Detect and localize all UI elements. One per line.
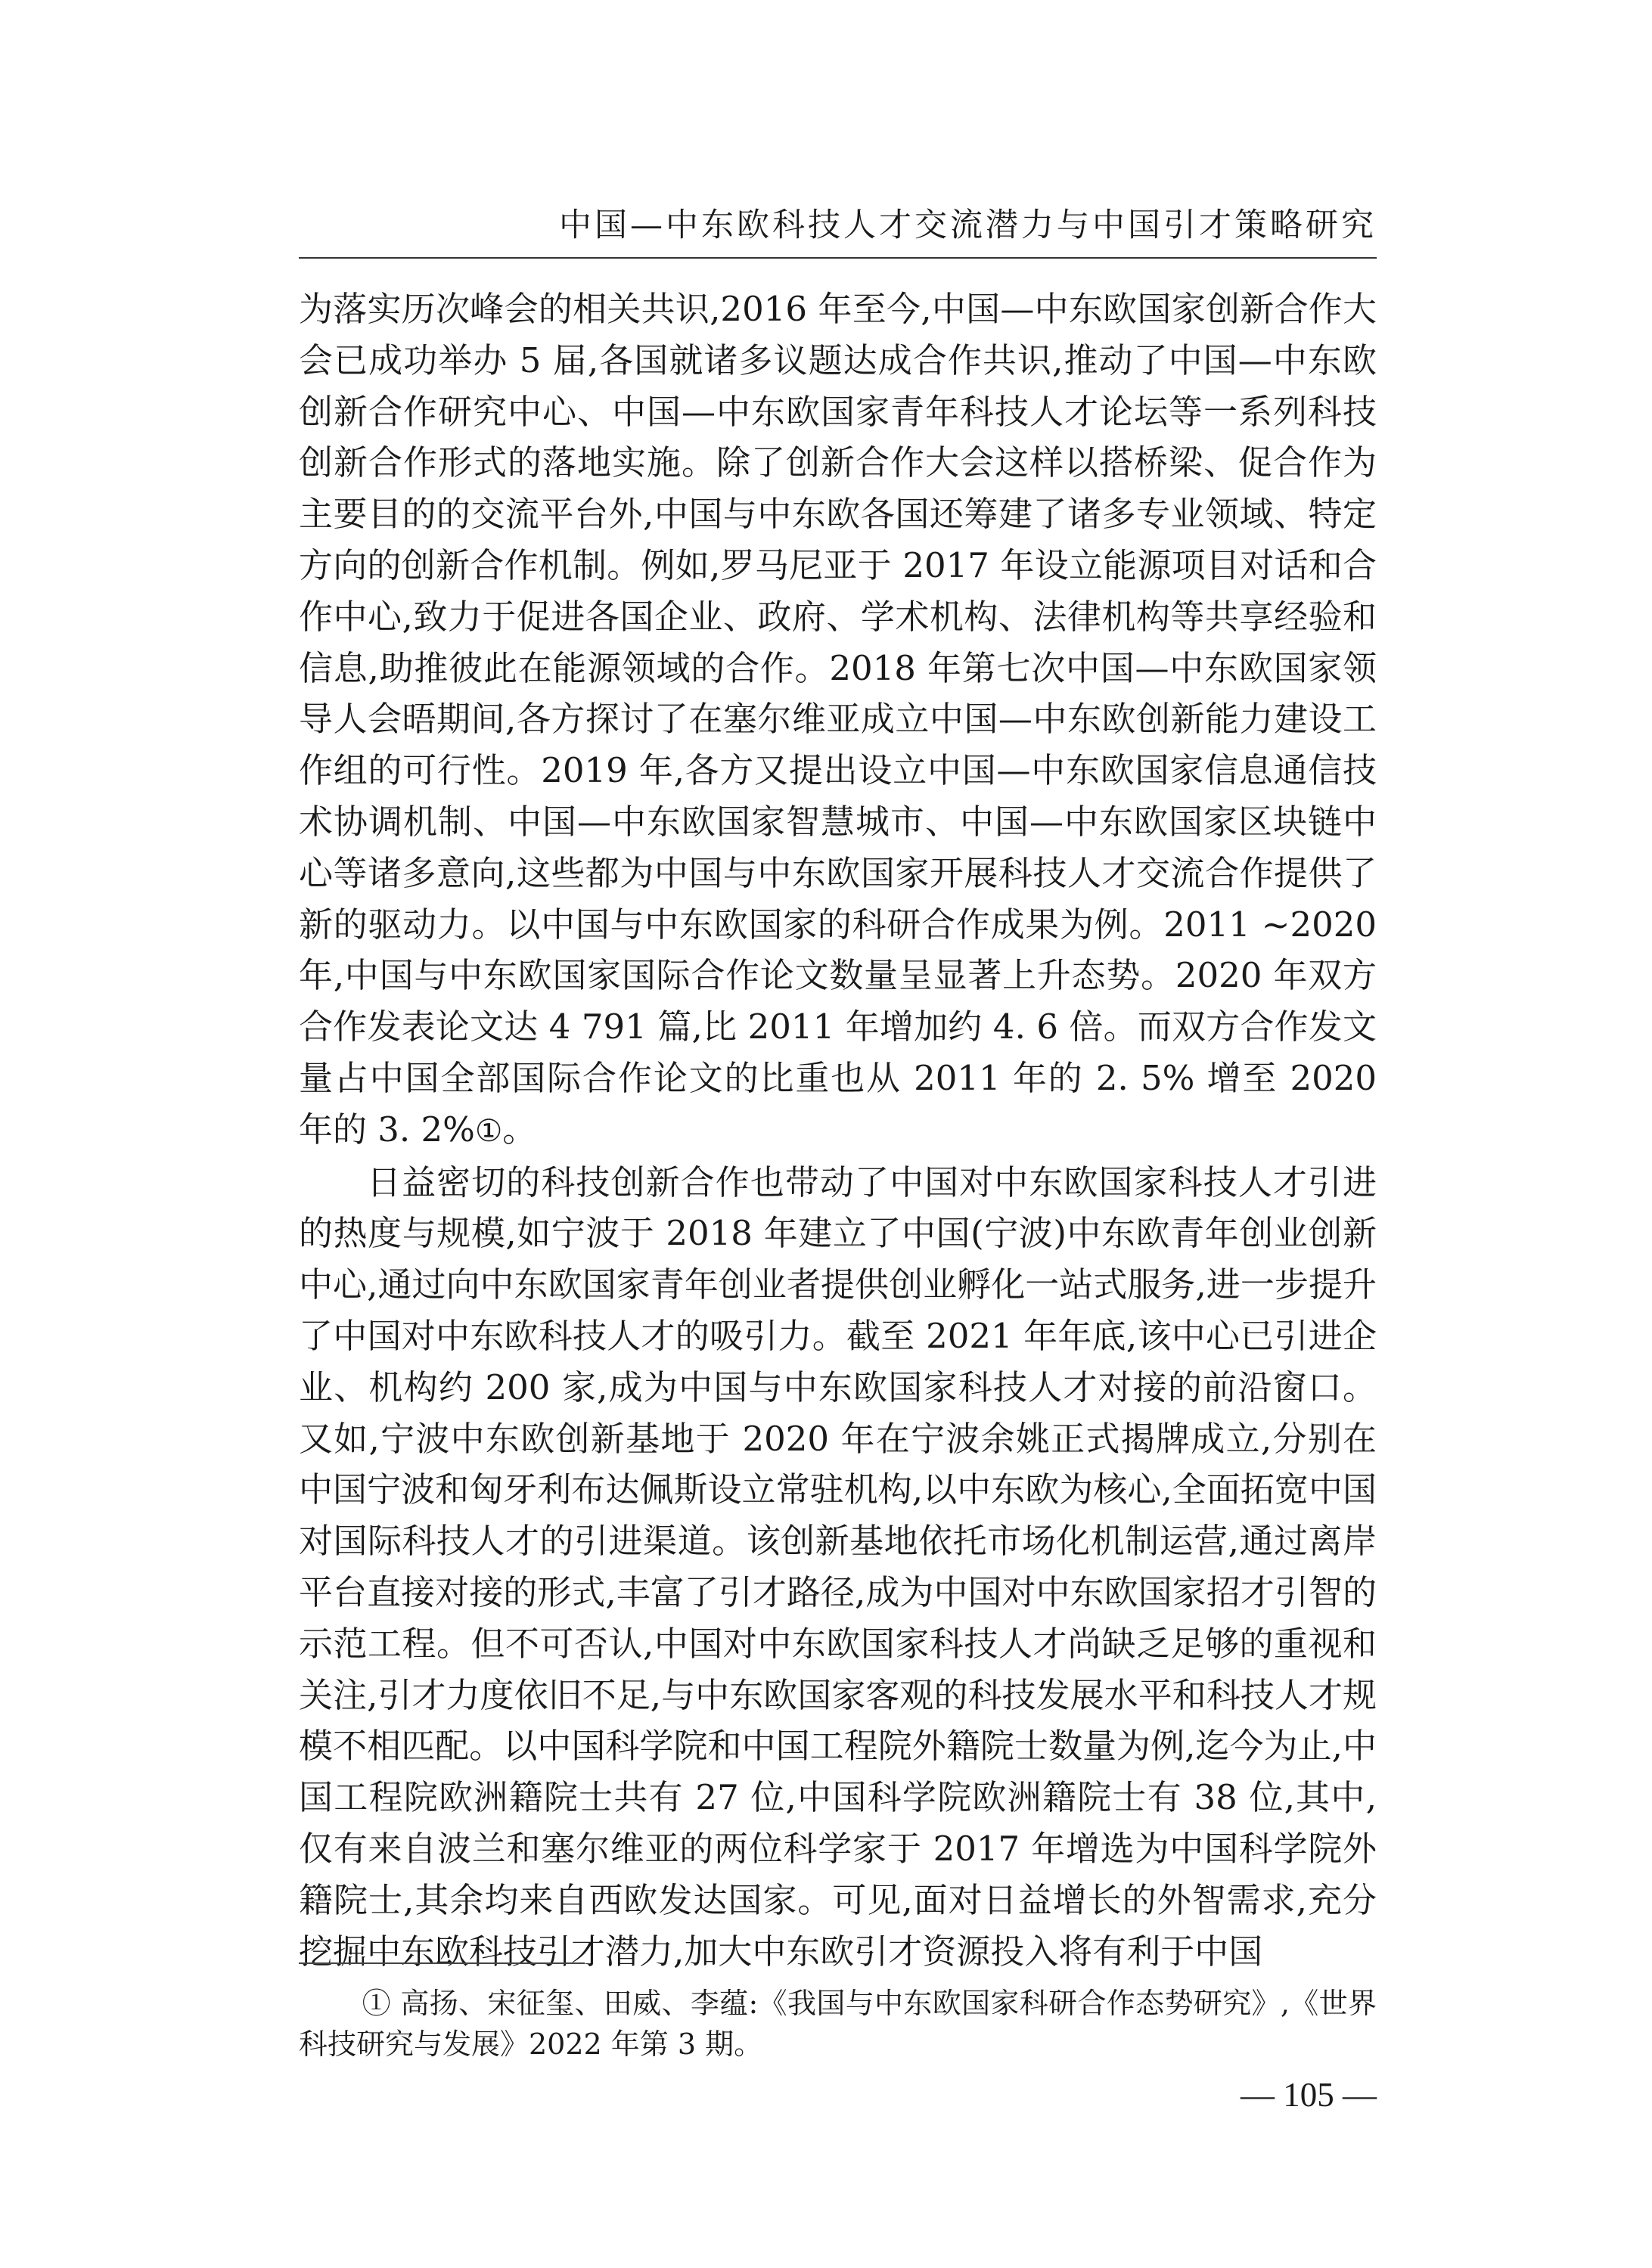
footnote: ① 高扬、宋征玺、田威、李蕴:《我国与中东欧国家科研合作态势研究》,《世界科技研究与发展》2022 年第 3 期。 (299, 1987, 1377, 2061)
paragraph-2: 日益密切的科技创新合作也带动了中国对中东欧国家科技人才引进的热度与规模,如宁波于 2018 年建立了中国(宁波)中东欧青年创业创新中心,通过向中东欧国家青年创业者提供创业孵化一站式服务,进一步提升了中国对中东欧科技人才的吸引力。截至 2021 年年底,该中心已引进企业、机构约 200 家,成为中国与中东欧国家科技人才对接的前沿窗口。又如,宁波中东欧创新基地于 2020 年在宁波余姚正式揭牌成立,分别在中国宁波和匈牙利布达佩斯设立常驻机构,以中东欧为核心,全面拓宽中国对国际科技人才的引进渠道。该创新基地依托市场化机制运营,通过离岸平台直接对接的形式,丰富了引才路径,成为中国对中东欧国家招才引智的示范工程。但不可否认,中国对中东欧国家科技人才尚缺乏足够的重视和关注,引才力度依旧不足,与中东欧国家客观的科技发展水平和科技人才规模不相匹配。以中国科学院和中国工程院外籍院士数量为例,迄今为止,中国工程院欧洲籍院士共有 27 位,中国科学院欧洲籍院士有 38 位,其中,仅有来自波兰和塞尔维亚的两位科学家于 2017 年增选为中国科学院外籍院士,其余均来自西欧发达国家。可见,面对日益增长的外智需求,充分挖掘中东欧科技引才潜力,加大中东欧引才资源投入将有利于中国 (299, 1162, 1377, 1972)
paragraph-1 (299, 284, 1377, 1157)
header-rule (299, 257, 1377, 259)
page-number: — 105 — (1241, 2076, 1377, 2114)
running-title: 中国—中东欧科技人才交流潜力与中国引才策略研究 (559, 206, 1377, 244)
paragraph-1-text: 为落实历次峰会的相关共识,2016 年至今,中国—中东欧国家创新合作大会已成功举办 5 届,各国就诸多议题达成合作共识,推动了中国—中东欧创新合作研究中心、中国—中东欧国家青年科技人才论坛等一系列科技创新合作形式的落地实施。除了创新合作大会这样以搭桥梁、促合作为主要目的的交流平台外,中国与中东欧各国还筹建了诸多专业领域、特定方向的创新合作机制。例如,罗马尼亚于 2017 年设立能源项目对话和合作中心,致力于促进各国企业、政府、学术机构、法律机构等共享经验和信息,助推彼此在能源领域的合作。2018 年第七次中国—中东欧国家领导人会晤期间,各方探讨了在塞尔维亚成立中国—中东欧创新能力建设工作组的可行性。2019 年,各方又提出设立中国—中东欧国家信息通信技术协调机制、中国—中东欧国家智慧城市、中国—中东欧国家区块链中心等诸多意向,这些都为中国与中东欧国家开展科技人才交流合作提供了新的驱动力。以中国与中东欧国家的科研合作成果为例。2011 ~2020 年,中国与中东欧国家国际合作论文数量呈显著上升态势。2020 年双方合作发表论文达 4 791 篇,比 2011 年增加约 4. 6 倍。而双方合作发文量占中国全部国际合作论文的比重也从 2011 年的 2. 5% 增至 2020 年的 3. 2% (299, 289, 1377, 1150)
body-text (299, 284, 1377, 1977)
paragraph-1-end: 。 (502, 1109, 537, 1150)
footnote-rule (299, 1962, 585, 1964)
footnote-reference: ① (474, 1112, 503, 1149)
